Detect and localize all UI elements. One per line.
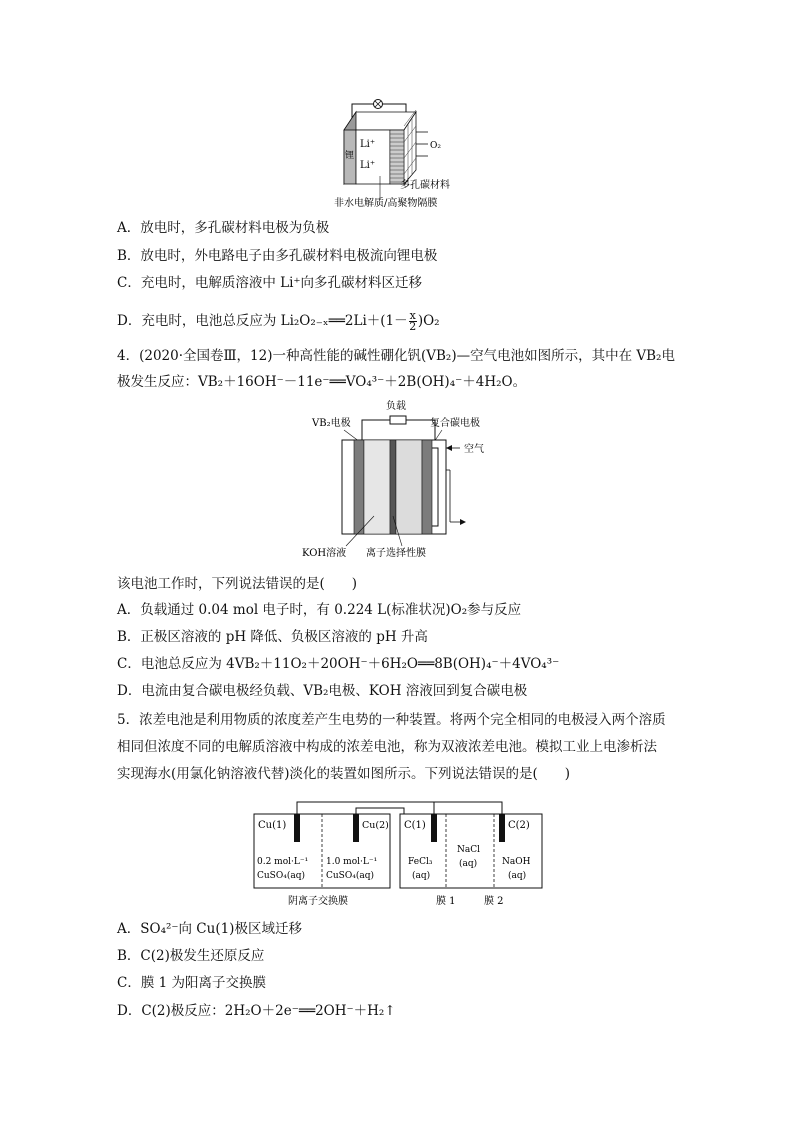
q5-option-a: A．SO₄²⁻向 Cu(1)极区域迁移 [117, 921, 302, 937]
q4-option-c: C．电池总反应为 4VB₂＋11O₂＋20OH⁻＋6H₂O══8B(OH)₄⁻＋4VO₄³⁻ [117, 656, 560, 672]
vb2-air-battery-figure [300, 396, 505, 566]
q3-option-a: A．放电时，多孔碳材料电极为负极 [117, 220, 330, 236]
q5-stem-line2: 相同但浓度不同的电解质溶液中构成的浓差电池，称为双液浓差电池。模拟工业上电渗析法 [117, 739, 657, 755]
li-ion-label-1: Li⁺ [360, 139, 376, 150]
ion-selective-membrane-label: 离子选择性膜 [366, 548, 426, 559]
figure1-caption: 非水电解质/高聚物隔膜 [334, 198, 438, 209]
q5-option-c: C．膜 1 为阳离子交换膜 [117, 975, 267, 991]
c2-electrode [499, 814, 505, 842]
koh-solution-label: KOH溶液 [302, 548, 347, 559]
q3-option-b: B．放电时，外电路电子由多孔碳材料电极流向锂电极 [117, 248, 438, 264]
fecl3-label: FeCl₃ [408, 857, 433, 867]
membrane-2-label: 膜 2 [484, 896, 504, 907]
naoh-label: NaOH [502, 857, 531, 867]
anion-exchange-membrane-label: 阴离子交换膜 [288, 896, 348, 907]
porous-carbon-label: 多孔碳材料 [400, 180, 450, 191]
q5-option-b: B．C(2)极发生还原反应 [117, 948, 265, 964]
cuso4-left-label: CuSO₄(aq) [257, 871, 305, 881]
lithium-label: 锂 [345, 151, 355, 161]
q4-stem-line2: 极发生反应：VB₂＋16OH⁻－11e⁻══VO₄³⁻＋2B(OH)₄⁻＋4H₂O。 [117, 374, 527, 390]
o2-label: O₂ [430, 141, 441, 151]
lithium-battery-figure [330, 96, 470, 212]
cu2-electrode [353, 814, 359, 842]
q4-question: 该电池工作时，下列说法错误的是( ) [117, 576, 358, 592]
c2-label: C(2) [508, 820, 530, 831]
li-ion-label-2: Li⁺ [360, 160, 376, 171]
fecl3-aq-label: (aq) [412, 871, 431, 881]
conc-left-label: 0.2 mol·L⁻¹ [257, 857, 309, 867]
load-resistor [390, 416, 406, 424]
q4-option-a: A．负载通过 0.04 mol 电子时，有 0.224 L(标准状况)O₂参与反应 [117, 602, 522, 618]
composite-carbon-electrode-label: 复合碳电极 [430, 418, 480, 429]
q5-option-d: D．C(2)极反应：2H₂O＋2e⁻══2OH⁻＋H₂↑ [117, 1003, 396, 1019]
q3-option-c: C．充电时，电解质溶液中 Li⁺向多孔碳材料区迁移 [117, 275, 423, 291]
q5-stem-line1: 5．浓差电池是利用物质的浓度差产生电势的一种装置。将两个完全相同的电极浸入两个溶质 [117, 712, 666, 728]
q3-option-d: D．充电时，电池总反应为 Li₂O₂₋ₓ══2Li＋(1－ $\frac{x}{2}$ )O₂ [117, 309, 440, 333]
naoh-aq-label: (aq) [508, 871, 527, 881]
q4-option-d: D．电流由复合碳电极经负载、VB₂电极、KOH 溶液回到复合碳电极 [117, 683, 528, 699]
q4-stem-line1: 4．(2020·全国卷Ⅲ，12)一种高性能的碱性硼化钒(VB₂)—空气电池如图所示，其中在 VB₂电 [117, 348, 675, 364]
air-label: 空气 [464, 444, 484, 455]
load-label: 负载 [386, 401, 406, 412]
conc-right-label: 1.0 mol·L⁻¹ [326, 857, 378, 867]
q5-stem-line3: 实现海水(用氯化钠溶液代替)淡化的装置如图所示。下列说法错误的是( ) [117, 766, 571, 782]
nacl-aq-label: (aq) [459, 859, 478, 869]
cu1-electrode [294, 814, 300, 842]
cu2-label: Cu(2) [362, 820, 389, 831]
cuso4-right-label: CuSO₄(aq) [326, 871, 374, 881]
c1-electrode [431, 814, 437, 842]
q4-option-b: B．正极区溶液的 pH 降低、负极区溶液的 pH 升高 [117, 629, 428, 645]
vb2-electrode-label: VB₂电极 [312, 418, 351, 429]
c1-label: C(1) [404, 820, 426, 831]
membrane-1-label: 膜 1 [436, 896, 456, 907]
concentration-cell-figure [252, 796, 546, 908]
cu1-label: Cu(1) [258, 820, 287, 831]
nacl-label: NaCl [457, 845, 481, 855]
